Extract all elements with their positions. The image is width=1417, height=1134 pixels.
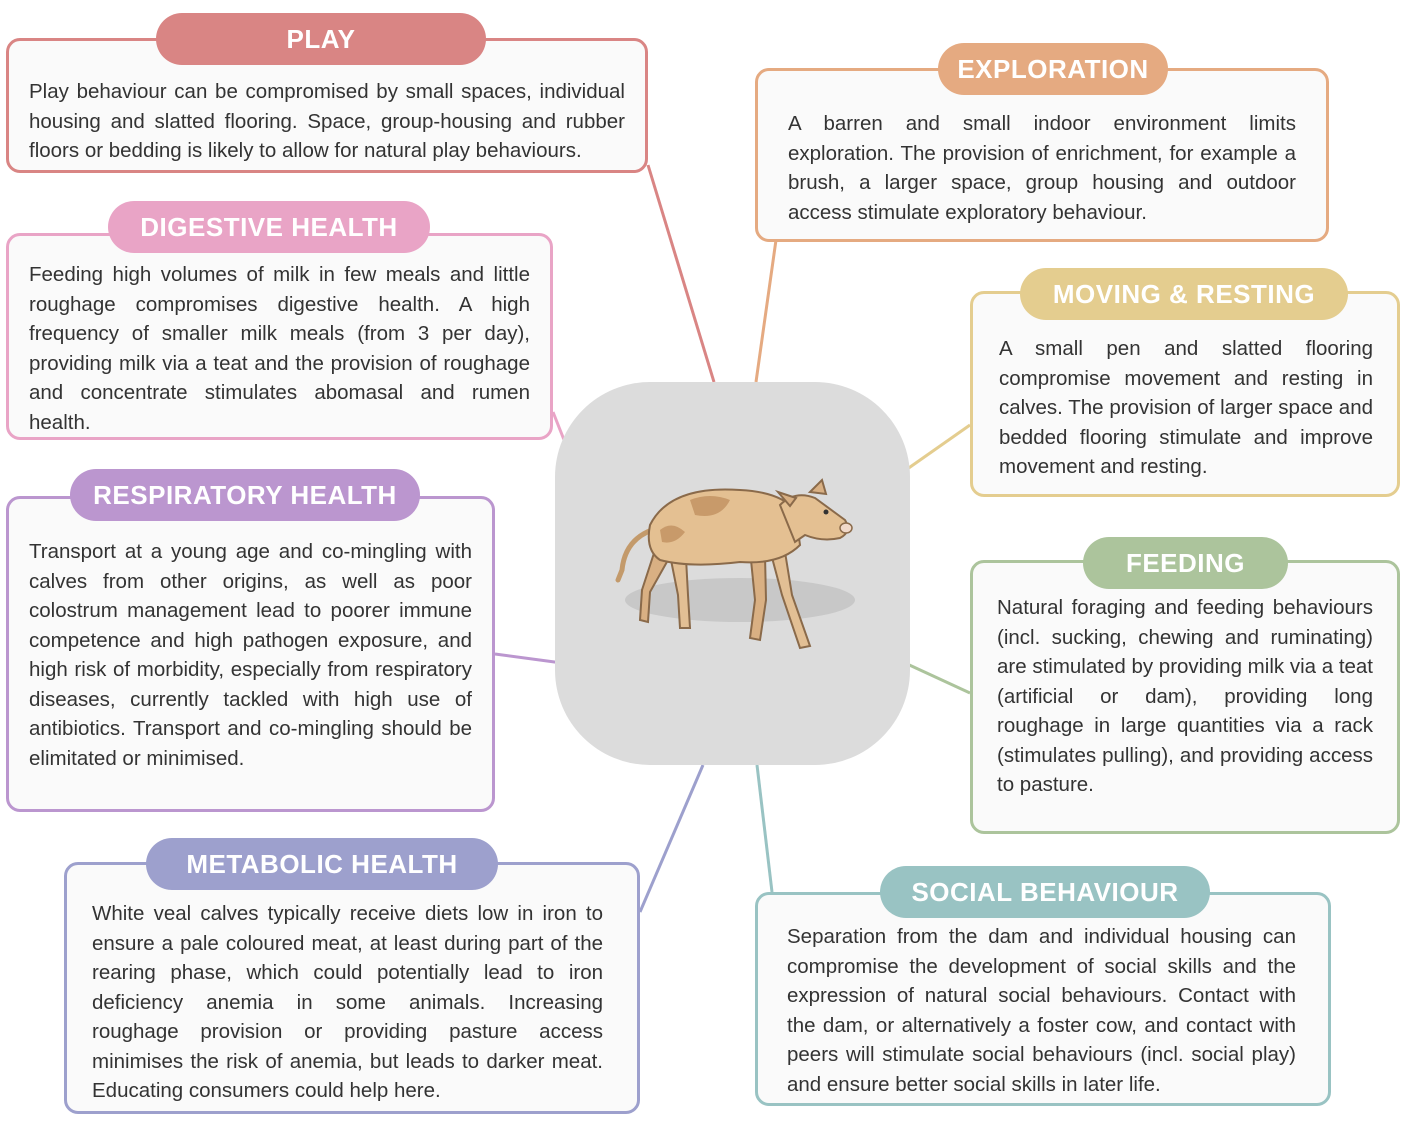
connector-exploration (756, 240, 776, 382)
feeding-text: Natural foraging and feeding behaviours (incl. sucking, chewing and ruminating) are stimulated by providing milk via a teat (artificial or dam), providing long roughage in large quantities via a rack (stimulates pulling), and providing access to pasture. (997, 596, 1374, 796)
digestive-text: Feeding high volumes of milk in few meals and little roughage compromises digestive health. A high frequency of smaller milk meals (from 3 per day), providing milk via a teat and the provision of roughage and concentrate stimulates abomasal and rumen health. (29, 263, 530, 434)
social-text: Separation from the dam and individual housing can compromise the development of social skills and the expression of natural social behaviours. Contact with the dam, or alternatively a foster cow, and contact with peers will stimulate social behaviours (incl. social play) and ensure better social skills in later life. (787, 925, 1296, 1096)
tag-moving: MOVING & RESTING (1020, 268, 1348, 320)
tag-metabolic: METABOLIC HEALTH (146, 838, 498, 890)
box-respiratory (6, 496, 495, 812)
box-digestive (6, 233, 553, 440)
connector-respiratory (495, 654, 562, 663)
box-metabolic (64, 862, 640, 1114)
box-social (755, 892, 1331, 1106)
connector-play (648, 165, 714, 382)
connector-feeding (905, 663, 970, 693)
box-moving (970, 291, 1400, 497)
respiratory-text: Transport at a young age and co-mingling with calves from other origins, as well as poor colostrum management lead to poorer immune competence and high pathogen exposure, and high risk of morbidity, especially from respiratory diseases, currently tackled with high use of antibiotics. Transport and co-mingling should be elimitated or minimised. (29, 540, 472, 770)
connector-social (757, 765, 772, 892)
connector-metabolic (640, 765, 703, 912)
tag-play: PLAY (156, 13, 486, 65)
box-feeding (970, 560, 1400, 834)
calf-icon (600, 470, 870, 680)
exploration-text: A barren and small indoor environment limits exploration. The provision of enrichment, for example a brush, a larger space, group housing and outdoor access stimulate exploratory behaviour. (788, 112, 1296, 224)
tag-digestive: DIGESTIVE HEALTH (108, 201, 430, 253)
tag-social: SOCIAL BEHAVIOUR (880, 866, 1210, 918)
moving-text: A small pen and slatted flooring compromise movement and resting in calves. The provision of larger space and bedded flooring stimulate and improve movement and resting. (999, 337, 1373, 478)
tag-exploration: EXPLORATION (938, 43, 1168, 95)
tag-respiratory: RESPIRATORY HEALTH (70, 469, 420, 521)
play-text: Play behaviour can be compromised by small spaces, individual housing and slatted flooring. Space, group-housing and rubber floors or bedding is likely to allow for natural play behaviours. (29, 80, 625, 162)
tag-feeding: FEEDING (1083, 537, 1288, 589)
metabolic-text: White veal calves typically receive diets low in iron to ensure a pale coloured meat, at least during part of the rearing phase, which could potentially lead to iron deficiency anemia in some animals. Increasing roughage provision or providing pasture access minimises the risk of anemia, but leads to darker meat. Educating consumers could help here. (92, 902, 603, 1102)
connector-moving (903, 425, 970, 472)
